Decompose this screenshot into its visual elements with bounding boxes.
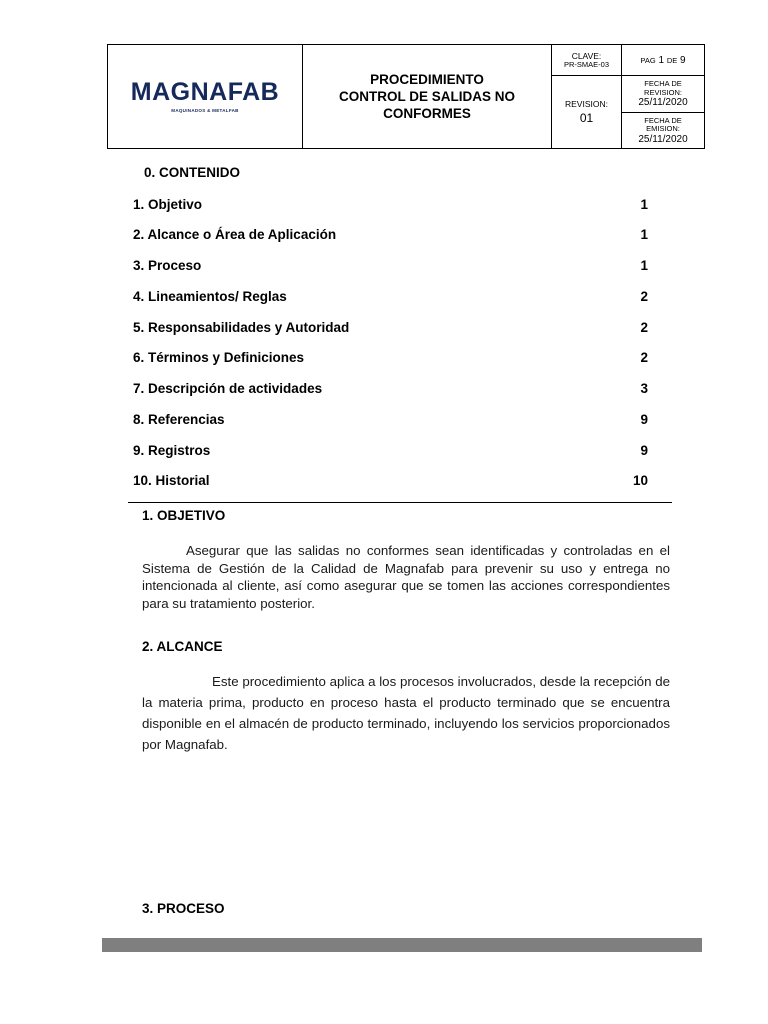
toc-item-page: 2 xyxy=(640,350,648,365)
page-total: 9 xyxy=(680,54,686,66)
toc-item xyxy=(133,257,648,275)
fecha-emision-cell: FECHA DE EMISION: 25/11/2020 xyxy=(622,113,705,149)
page-number-cell xyxy=(622,45,705,76)
toc-item-page: 1 xyxy=(640,227,648,242)
toc-item-label: 5. Responsabilidades y Autoridad xyxy=(133,320,350,335)
toc-item xyxy=(133,411,648,429)
clave-label: CLAVE: xyxy=(571,50,602,61)
revision-value: 01 xyxy=(579,111,594,125)
section-title-alcance: 2. ALCANCE xyxy=(142,639,223,654)
toc-item-label: 4. Lineamientos/ Reglas xyxy=(133,289,287,304)
revision-cell xyxy=(552,76,622,149)
section-text-objetivo: Asegurar que las salidas no conformes sean identificadas y controladas en el Sistema de Gestión de la Calidad de Magnafab para prevenir su uso y entrega no intencionada al cliente, así como asegurar que se tomen las acciones correspondientes para su tratamiento posterior. xyxy=(142,543,670,611)
toc-item xyxy=(133,196,648,214)
toc-item-page: 9 xyxy=(640,443,648,458)
toc-item xyxy=(133,349,648,367)
fecha-emision-value: 25/11/2020 xyxy=(638,133,688,145)
toc-divider xyxy=(128,502,672,503)
document-header xyxy=(107,44,705,149)
toc-item-label: 9. Registros xyxy=(133,443,211,458)
toc-item-label: 1. Objetivo xyxy=(133,197,203,212)
toc-item-page: 1 xyxy=(640,258,648,273)
clave-cell xyxy=(552,45,622,76)
fecha-revision-value: 25/11/2020 xyxy=(638,97,688,108)
page-of: DE xyxy=(666,55,678,65)
logo-tagline: MAQUINADOS & METALFAB xyxy=(171,108,239,113)
toc-item-page: 3 xyxy=(640,381,648,396)
document-title: PROCEDIMIENTO CONTROL DE SALIDAS NO CONFORMES xyxy=(303,45,552,149)
toc-item-label: 8. Referencias xyxy=(133,412,225,427)
toc-item-page: 9 xyxy=(640,412,648,427)
toc-item-page: 2 xyxy=(640,320,648,335)
section-title-proceso: 3. PROCESO xyxy=(142,901,225,916)
page-current: 1 xyxy=(658,54,665,66)
toc-item-label: 3. Proceso xyxy=(133,258,202,273)
toc-item-page: 1 xyxy=(640,197,648,212)
section-title-objetivo: 1. OBJETIVO xyxy=(142,508,226,523)
toc-heading: 0. CONTENIDO xyxy=(144,165,241,180)
toc-item xyxy=(133,319,648,337)
toc-item xyxy=(133,472,648,490)
section-text-alcance: Este procedimiento aplica a los procesos involucrados, desde la recepción de la materia prima, producto en proceso hasta el producto terminado que se encuentra disponible en el almacén de producto terminado, incluyendo los servicios proporcionados por Magnafab. xyxy=(142,674,670,752)
toc-item xyxy=(133,380,648,398)
toc-item xyxy=(133,226,648,244)
toc-item xyxy=(133,288,648,306)
page-footer-bar xyxy=(102,938,702,952)
toc-item-label: 2. Alcance o Área de Aplicación xyxy=(133,227,337,242)
revision-label: REVISION: xyxy=(565,99,608,109)
logo-wordmark: MAGNAFAB xyxy=(130,78,280,106)
clave-value: PR-SMAE-03 xyxy=(563,59,609,69)
toc-item-label: 10. Historial xyxy=(133,473,210,488)
toc-item-label: 6. Términos y Definiciones xyxy=(133,350,305,365)
toc-item-page: 2 xyxy=(640,289,648,304)
page-prefix: PAG xyxy=(640,55,656,65)
toc-item xyxy=(133,442,648,460)
fecha-revision-cell: FECHA DE REVISION: 25/11/2020 xyxy=(622,76,705,113)
toc-item-page: 10 xyxy=(632,473,648,488)
toc-item-label: 7. Descripción de actividades xyxy=(133,381,323,396)
company-logo xyxy=(108,45,303,149)
